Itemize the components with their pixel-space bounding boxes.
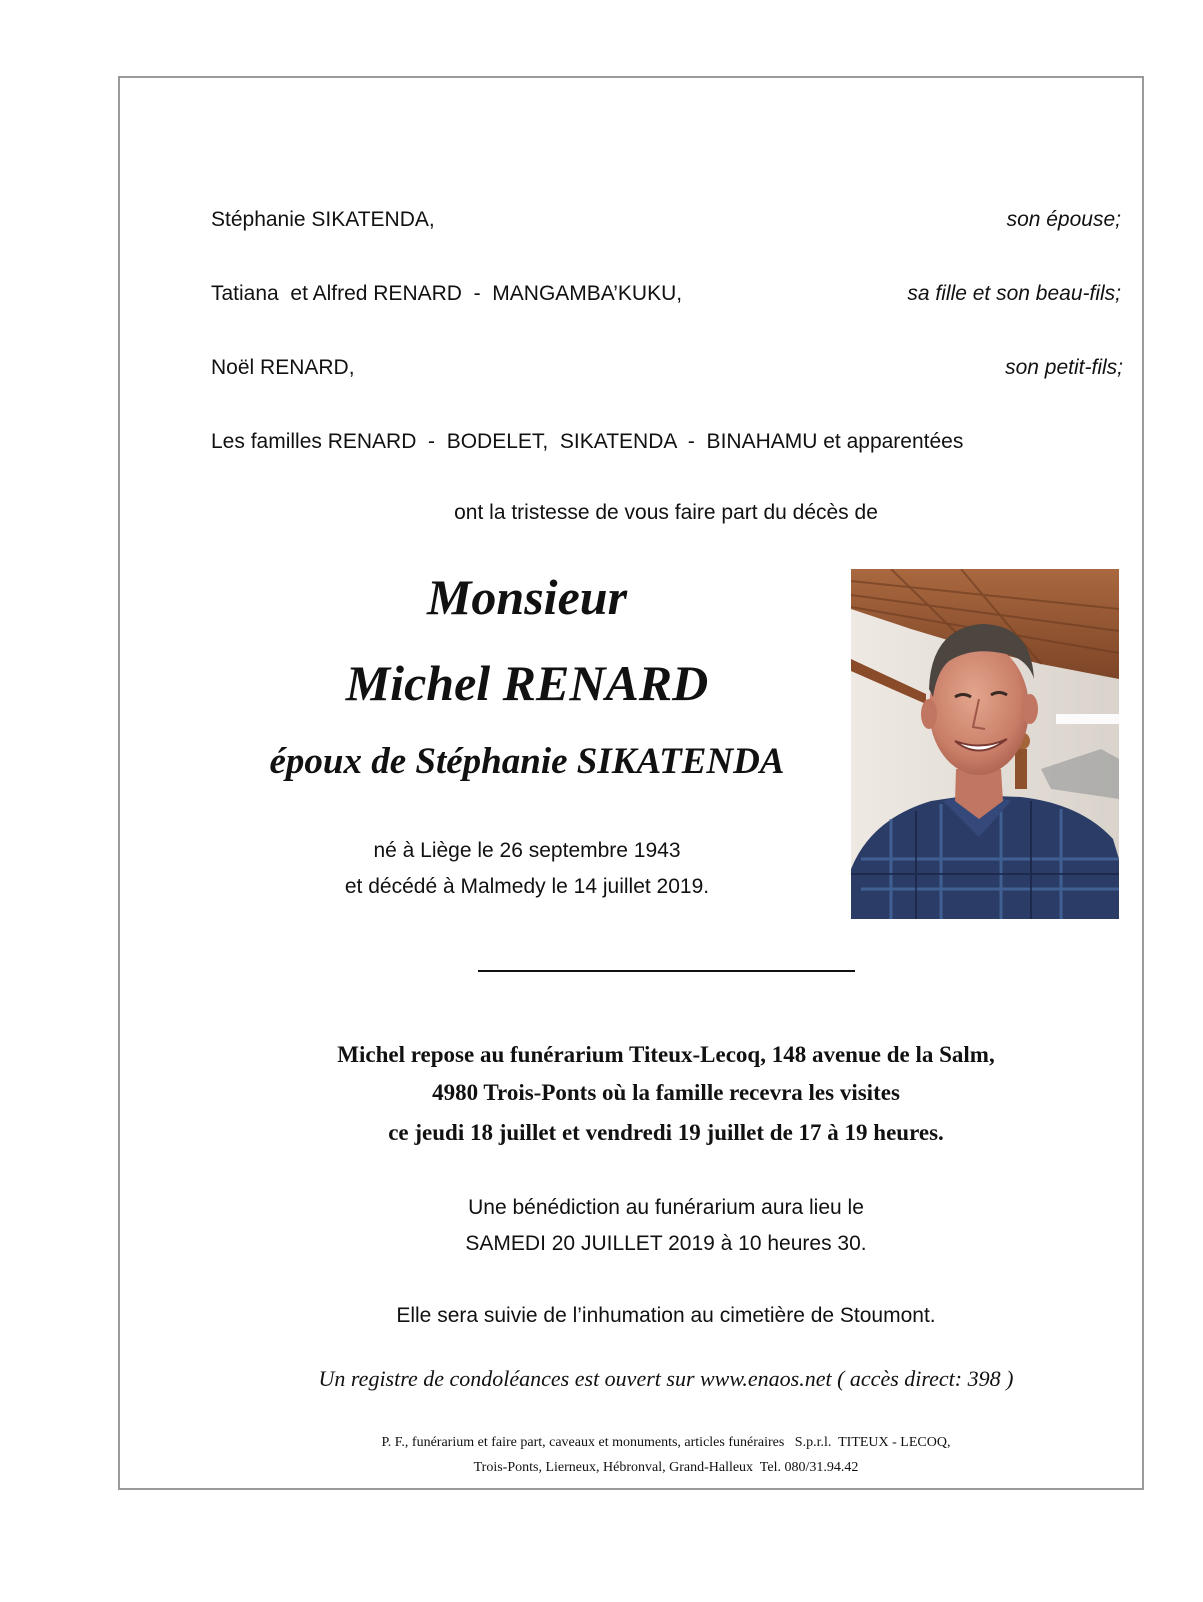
footer-line: P. F., funérarium et faire part, caveaux et monuments, articles funéraires S.p.r.l. TITEUX - LECOQ, bbox=[381, 1435, 951, 1450]
blessing-line: Une bénédiction au funérarium aura lieu le bbox=[468, 1196, 864, 1219]
family-name: Les familles RENARD - BODELET, SIKATENDA - BINAHAMU et apparentées bbox=[211, 430, 964, 453]
visitation-line: Michel repose au funérarium Titeux-Lecoq, 148 avenue de la Salm, bbox=[337, 1042, 995, 1067]
register-line: Un registre de condoléances est ouvert sur www.enaos.net ( accès direct: 398 ) bbox=[318, 1366, 1014, 1391]
family-relation: son épouse; bbox=[1006, 208, 1121, 231]
spouse-line: époux de Stéphanie SIKATENDA bbox=[269, 741, 785, 782]
family-name: Noël RENARD, bbox=[211, 356, 355, 379]
honorific: Monsieur bbox=[426, 569, 628, 625]
announcement-text: ont la tristesse de vous faire part du décès de bbox=[454, 501, 878, 524]
blessing-line: SAMEDI 20 JUILLET 2019 à 10 heures 30. bbox=[465, 1232, 867, 1255]
family-row bbox=[211, 430, 1121, 460]
death-line: et décédé à Malmedy le 14 juillet 2019. bbox=[344, 875, 710, 898]
family-name: Stéphanie SIKATENDA, bbox=[211, 208, 435, 231]
visitation-line: 4980 Trois-Ponts où la famille recevra les visites bbox=[432, 1080, 900, 1105]
footer-line: Trois-Ponts, Lierneux, Hébronval, Grand-Halleux Tel. 080/31.94.42 bbox=[473, 1460, 859, 1475]
section-divider bbox=[478, 970, 855, 972]
burial-line: Elle sera suivie de l’inhumation au cimetière de Stoumont. bbox=[396, 1304, 936, 1327]
family-relation: sa fille et son beau-fils; bbox=[907, 282, 1121, 305]
visitation-line: ce jeudi 18 juillet et vendredi 19 juillet de 17 à 19 heures. bbox=[388, 1120, 944, 1145]
family-row bbox=[211, 282, 1121, 312]
family-name: Tatiana et Alfred RENARD - MANGAMBA’KUKU, bbox=[211, 282, 683, 305]
family-relation: son petit-fils; bbox=[1005, 356, 1123, 379]
portrait-photo bbox=[851, 569, 1119, 919]
birth-line: né à Liège le 26 septembre 1943 bbox=[373, 839, 681, 862]
family-row bbox=[211, 356, 1121, 386]
deceased-name: Michel RENARD bbox=[345, 655, 709, 711]
family-row bbox=[211, 208, 1121, 238]
